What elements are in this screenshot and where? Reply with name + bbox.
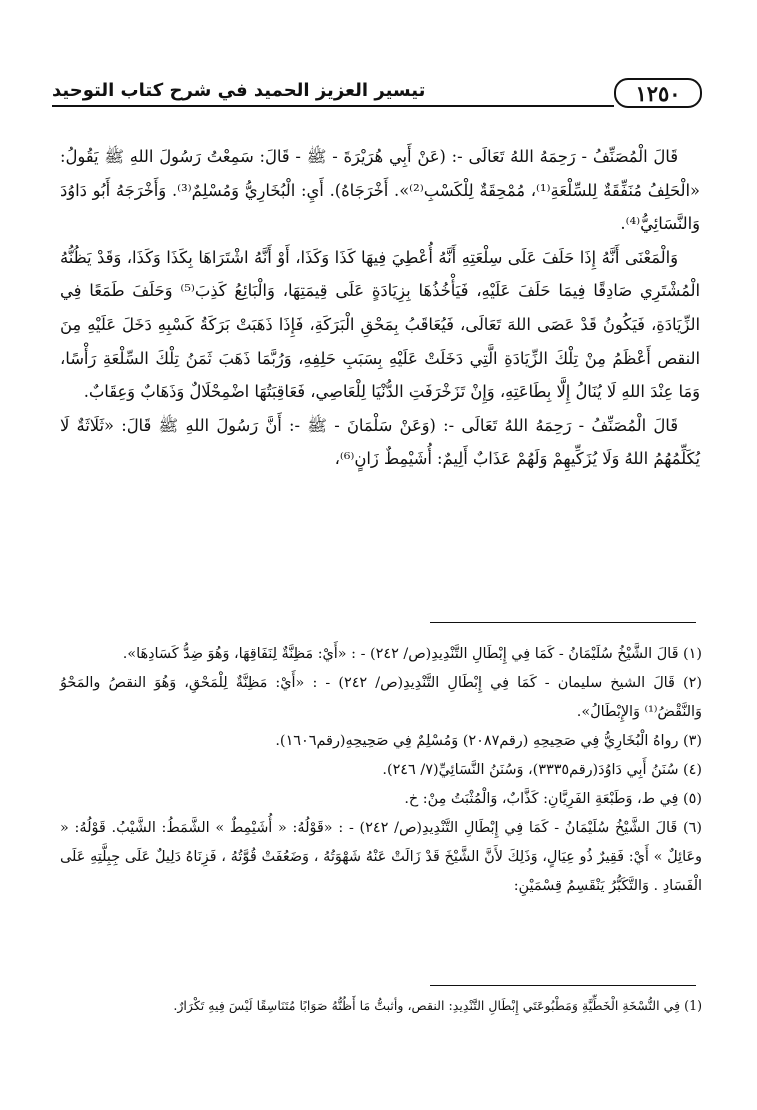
book-title: تيسير العزيز الحميد في شرح كتاب التوحيد	[52, 80, 426, 101]
footnote-3: (٣) رواهُ الْبُخَارِيُّ فِي صَحِيحِهِ (رقم٢٠٨٧) وَمُسْلِمٌ فِي صَحِيحِهِ(رقم١٦٠٦).	[275, 733, 702, 749]
footnote-4: (٤) سُنَنُ أَبِي دَاوُدَ(رقم٣٣٣٥)، وَسُنَنُ النَّسَائِيِّ(٧/ ٢٤٦).	[382, 762, 702, 778]
main-text	[60, 140, 700, 476]
footnote-5: (٥) فِي ط، وَطَبْعَةِ الفَرِيَّانِ: كَذَّابٌ، وَالْمُثْبَتُ مِنْ: خ.	[404, 791, 702, 807]
footnote-2: (٢) قَالَ الشيخ سليمان - كَمَا فِي إِبْطَالِ التَّنْدِيدِ(ص/ ٢٤٢) - : «أَيْ: مَظِنَّةٌ لِلْمَحْقِ، وَهُوَ النقصُ والمَحْوُ وَالنَّقْضُ⁽¹⁾ وَالإِبْطَالُ».	[60, 675, 702, 720]
paragraph-3: قَالَ الْمُصَنِّفُ - رَحِمَهُ اللهُ تَعَالَى -: (وَعَنْ سَلْمَانَ - ﷺ -: أَنَّ رَسُولَ اللهِ ﷺ قَالَ: «ثَلَاثَةٌ لَا يُكَلِّمُهُمُ اللهُ وَلَا يُزَكِّيهِمْ وَلَهُمْ عَذَابٌ أَلِيمٌ: أُشَيْمِطٌ زَانٍ⁽⁶⁾،	[60, 415, 700, 469]
footnote-1: (١) قَالَ الشَّيْخُ سُلَيْمَانُ - كَمَا فِي إِبْطَالِ التَّنْدِيدِ(ص/ ٢٤٢) - : «أَيْ: مَظِنَّةٌ لِنَفَاقِهَا، وَهُوَ ضِدُّ كَسَادِهَا».	[122, 646, 702, 662]
footnote-separator	[430, 622, 696, 623]
page-number: ١٢٥٠	[614, 78, 702, 108]
subnote-separator	[430, 985, 696, 986]
editor-subnote: (1) فِي النُّسْخَةِ الْخَطِّيَّةِ وَمَطْبُوعَتَي إِبْطَالِ التَّنْدِيدِ: النقص، وأثبتُّ مَا أَظُنُّهُ صَوَابًا مُتَنَاسِقًا لَيْسَ فِيهِ تَكْرَارٌ.	[173, 998, 702, 1013]
paragraph-2: وَالْمَعْنَى أَنَّهُ إِذَا حَلَفَ عَلَى سِلْعَتِهِ أَنَّهُ أُعْطِيَ فِيهَا كَذَا وَكَذَا، أَوْ أَنَّهُ اشْتَرَاهَا بِكَذَا وَكَذَا، وَقَدْ يَظُنُّهُ الْمُشْتَرِي صَادِقًا فِيمَا حَلَفَ عَلَيْهِ، فَيَأْخُذُهَا بِزِيَادَةٍ عَلَى قِيمَتِهَا، وَالْبَائِعُ كَذِبَ⁽⁵⁾ وَحَلَفَ طَمَعًا فِي الزِّيَادَةِ، فَيَكُونُ قَدْ عَصَى اللهَ تَعَالَى، فَيُعَاقَبُ بِمَحْقِ الْبَرَكَةِ، فَإِذَا ذَهَبَتْ بَرَكَةُ كَسْبِهِ دَخَلَ عَلَيْهِ مِنَ النقص أَعْظَمُ مِنْ تِلْكَ الزِّيَادَةِ الَّتِي دَخَلَتْ عَلَيْهِ بِسَبَبِ حَلِفِهِ، وَرُبَّمَا ذَهَبَ ثَمَنُ تِلْكَ السِّلْعَةِ رَأْسًا، وَمَا عِنْدَ اللهِ لَا يُنَالُ إِلَّا بِطَاعَتِهِ، وَإِنْ تَزَخْرَفَتِ الدُّنْيَا لِلْعَاصِي، فَعَاقِبَتُهَا اضْمِحْلَالٌ وَذَهَابٌ وَعِقَابٌ.	[60, 247, 700, 402]
page-header	[52, 72, 702, 112]
header-rule	[52, 105, 614, 107]
footnote-6: (٦) قَالَ الشَّيْخُ سُلَيْمَانُ - كَمَا فِي إِبْطَالِ التَّنْدِيدِ(ص/ ٢٤٢) - : «قَوْلُهُ: « أُشَيْمِطٌ » الشَّمَطُ: الشَّيْبُ. قَوْلُهُ: « وعَائِلٌ » أَيْ: فَقِيرٌ ذُو عِيَالٍ، وَذَلِكَ لأَنَّ الشَّيْخَ قَدْ زَالَتْ عَنْهُ شَهْوَتُهُ ، وَضَعُفَتْ قُوَّتُهُ ، فَزِنَاهُ دَلِيلٌ عَلَى جِبِلَّتِهِ عَلَى الْفَسَادِ . وَالتَّكَبُّرُ يَنْقَسِمُ قِسْمَيْنِ:	[60, 820, 702, 894]
paragraph-1: قَالَ الْمُصَنِّفُ - رَحِمَهُ اللهُ تَعَالَى -: (عَنْ أَبِي هُرَيْرَةَ - ﷺ - قَالَ: سَمِعْتُ رَسُولَ اللهِ ﷺ يَقُولُ: «الْحَلِفُ مُنَفِّقَةٌ لِلسِّلْعَةِ⁽¹⁾، مُمْحِقَةٌ لِلْكَسْبِ⁽²⁾». أَخْرَجَاهُ). أَيِ: الْبُخَارِيُّ وَمُسْلِمٌ⁽³⁾. وَأَخْرَجَهُ أَبُو دَاوُدَ وَالنَّسَائِيُّ⁽⁴⁾.	[60, 147, 700, 234]
footnotes	[60, 640, 702, 901]
